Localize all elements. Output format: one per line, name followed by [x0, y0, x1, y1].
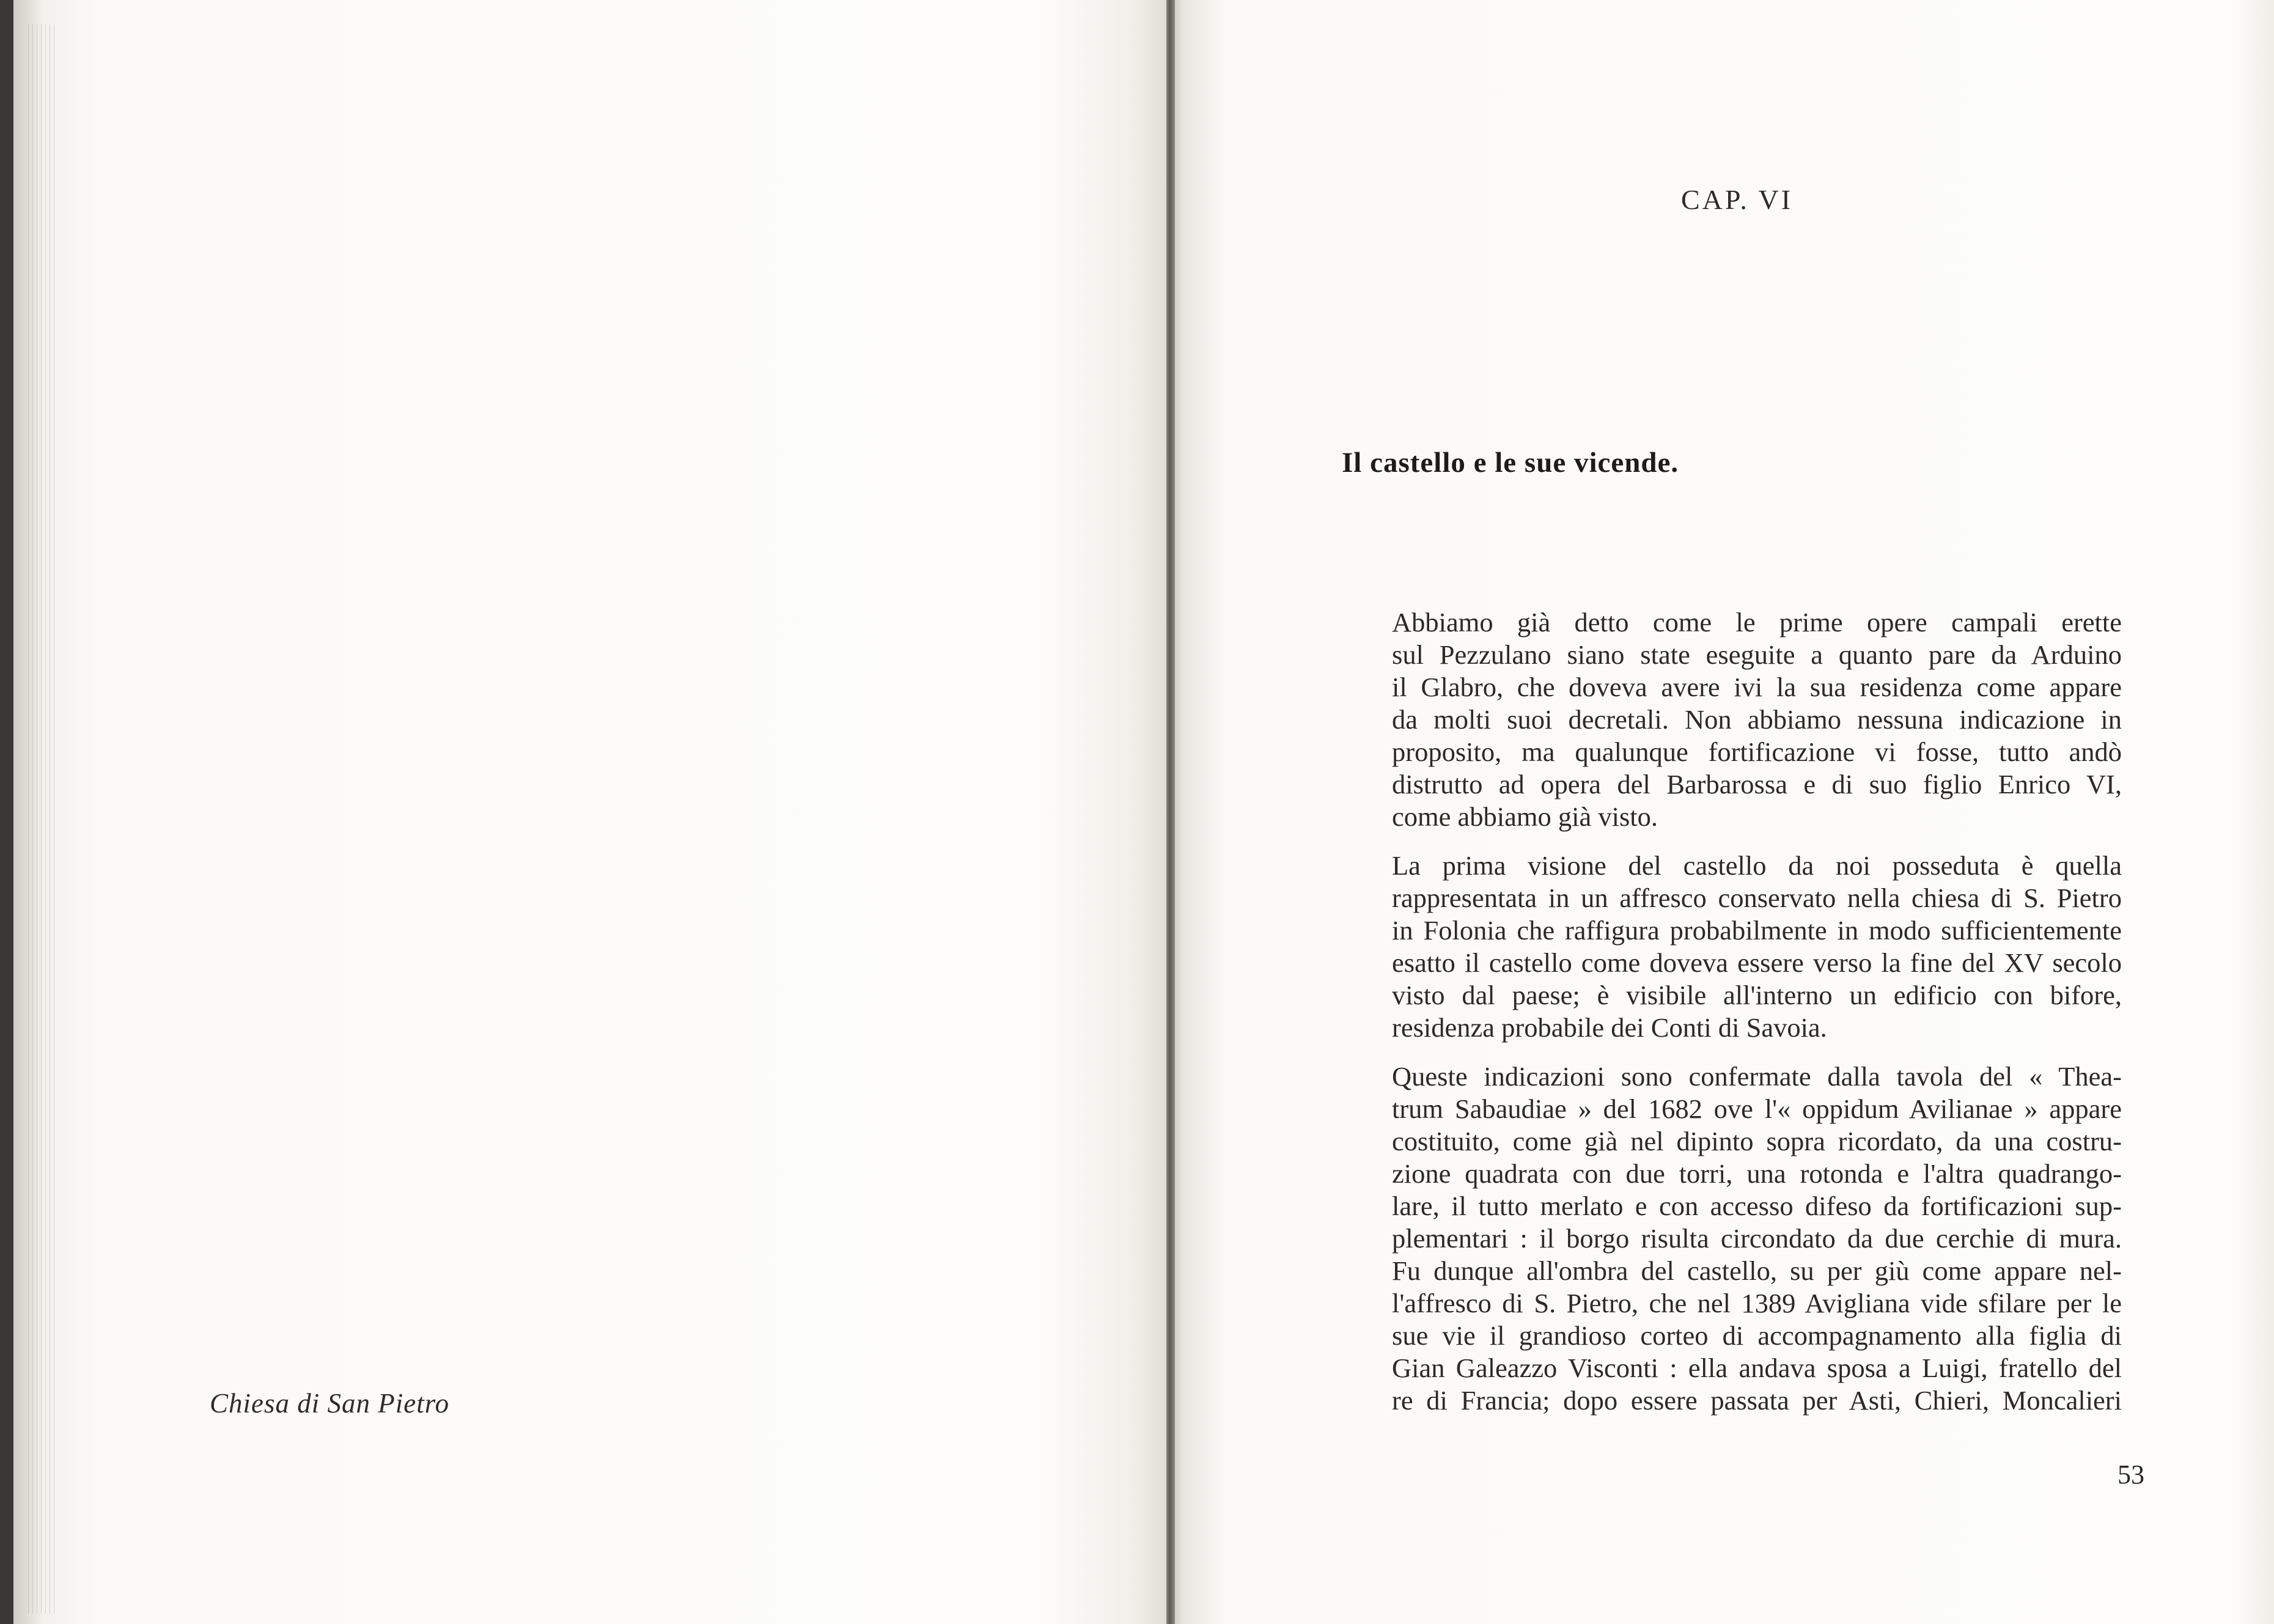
text-line: esatto il castello come doveva essere verso la fine del XV secolo	[1392, 947, 2122, 978]
text-line: Fu dunque all'ombra del castello, su per giù come appare nel-	[1392, 1255, 2122, 1286]
text-line: l'affresco di S. Pietro, che nel 1389 Avigliana vide sfilare per le	[1392, 1288, 2122, 1318]
page-edge-lines	[24, 24, 55, 1614]
text-line: costituito, come già nel dipinto sopra ricordato, da una costru-	[1392, 1126, 2122, 1156]
text-line: distrutto ad opera del Barbarossa e di suo figlio Enrico VI,	[1392, 769, 2122, 799]
body-text	[1341, 606, 2122, 1433]
text-line: come abbiamo già visto.	[1392, 801, 1658, 832]
text-line: Queste indicazioni sono confermate dalla tavola del « Thea-	[1392, 1061, 2122, 1092]
text-line: sul Pezzulano siano state eseguite a quanto pare da Arduino	[1392, 639, 2122, 670]
text-line: trum Sabaudiae » del 1682 ove l'« oppidum Avilianae » appare	[1392, 1093, 2122, 1124]
book-gutter	[1166, 0, 1175, 1624]
text-line: Gian Galeazzo Visconti : ella andava sposa a Luigi, fratello del	[1392, 1353, 2122, 1383]
text-line: da molti suoi decretali. Non abbiamo nessuna indicazione in	[1392, 704, 2122, 735]
text-line: zione quadrata con due torri, una rotonda e l'altra quadrango-	[1392, 1158, 2122, 1189]
text-line: residenza probabile dei Conti di Savoia.	[1392, 1012, 1827, 1043]
photo-caption: Chiesa di San Pietro	[210, 1388, 450, 1419]
section-title: Il castello e le sue vicende.	[1342, 447, 1679, 479]
text-line: rappresentata in un affresco conservato nella chiesa di S. Pietro	[1392, 883, 2122, 913]
text-line: plementari : il borgo risulta circondato da due cerchie di mura.	[1392, 1223, 2122, 1254]
paragraph-3	[1341, 1060, 2122, 1417]
text-line: proposito, ma qualunque fortificazione vi fosse, tutto andò	[1392, 737, 2122, 767]
text-line: re di Francia; dopo essere passata per Asti, Chieri, Moncalieri	[1392, 1385, 2122, 1416]
text-line: lare, il tutto merlato e con accesso difeso da fortificazioni sup-	[1392, 1191, 2122, 1221]
text-line: Abbiamo già detto come le prime opere campali erette	[1392, 607, 2122, 637]
text-line: il Glabro, che doveva avere ivi la sua residenza come appare	[1392, 672, 2122, 702]
text-line: La prima visione del castello da noi posseduta è quella	[1392, 850, 2122, 881]
paragraph-2	[1341, 850, 2122, 1044]
chapter-label: CAP. VI	[1681, 184, 1794, 215]
text-line: in Folonia che raffigura probabilmente in modo sufficientemente	[1392, 915, 2122, 946]
text-line: sue vie il grandioso corteo di accompagnamento alla figlia di	[1392, 1320, 2122, 1351]
text-line: visto dal paese; è visibile all'interno un edificio con bifore,	[1392, 980, 2122, 1010]
paragraph-1	[1341, 606, 2122, 833]
page-number: 53	[2118, 1460, 2144, 1490]
